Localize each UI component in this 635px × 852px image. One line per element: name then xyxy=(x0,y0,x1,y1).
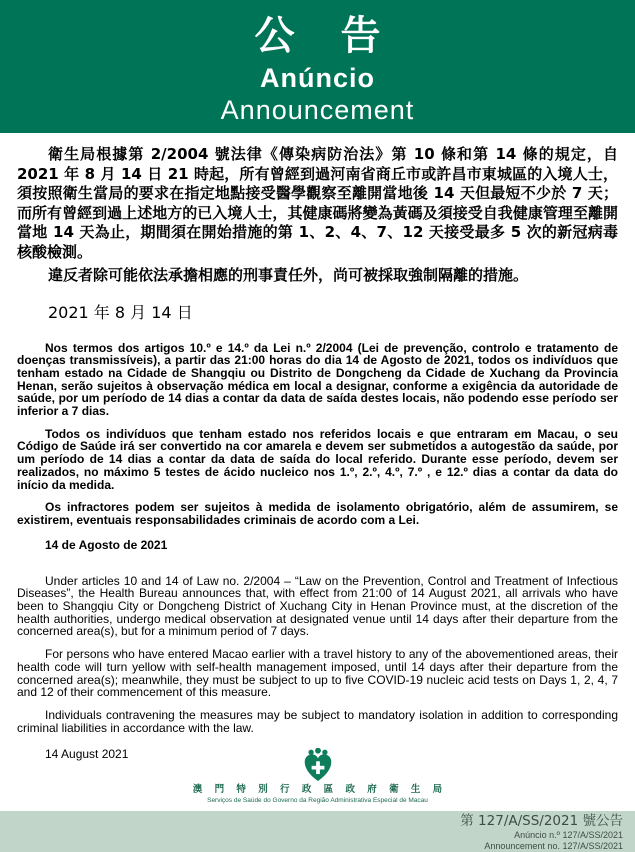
title-portuguese: Anúncio xyxy=(260,63,375,93)
announcement-number-portuguese: Anúncio n.º 127/A/SS/2021 xyxy=(514,830,623,840)
announcement-number-chinese: 第 127/A/SS/2021 號公告 xyxy=(460,813,623,829)
english-paragraph-2: For persons who have entered Macao earlier with a travel history to any of the abovementioned areas, their health code will turn yellow with self-health management imposed, until 14 days after their departure from the concerned area(s); meanwhile, they must be subject to up to five COVID-19 nucleic acid tests on Days 1, 2, 4, 7 and 12 of their commencement of this measure. xyxy=(17,647,618,700)
document-body xyxy=(0,133,635,761)
english-paragraph-3: Individuals contravening the measures may be subject to mandatory isolation in addition to corresponding criminal liabilities in accordance with the law. xyxy=(17,707,618,735)
portuguese-paragraph-2: Todos os indivíduos que tenham estado nos referidos locais e que entraram em Macau, o seu Código de Saúde irá ser convertido na cor amarela e devem ser submetidos a autogestão da saúde, por um período de 14 dias a contar da data de saída do local referido. Durante esse período, devem ser realizados, no máximo 5 testes de ácido nucleico nos 1.º, 2.º, 4.º, 7.º , e 12.º dias a contar da data do início da medida. xyxy=(17,426,618,492)
footer-organization xyxy=(0,748,635,805)
section-chinese xyxy=(17,145,618,323)
portuguese-date: 14 de Agosto de 2021 xyxy=(45,537,168,552)
english-paragraph-1: Under articles 10 and 14 of Law no. 2/2004 – “Law on the Prevention, Control and Treatment of Infectious Diseases”, the Health Bureau announces that, with effect from 21:00 of 14 August 2021, all arrivals who have been to Shangqiu City or Dongcheng District of Xuchang City in Henan Province must, at the discretion of the health authorities, undergo medical observation at designated venue until 14 days after their departure from the concerned area(s), but for a minimum period of 7 days. xyxy=(17,573,618,639)
portuguese-paragraph-3: Os infractores podem ser sujeitos à medida de isolamento obrigatório, além de assumirem, se existirem, eventuais responsabilidades criminais de acordo com a Lei. xyxy=(17,500,618,527)
title-chinese: 公 告 xyxy=(254,13,381,59)
chinese-date: 2021 年 8 月 14 日 xyxy=(48,302,193,322)
announcement-number-english: Announcement no. 127/A/SS/2021 xyxy=(484,840,623,851)
title-english: Announcement xyxy=(220,95,415,125)
bureau-name-chinese: 澳 門 特 別 行 政 區 政 府 衛 生 局 xyxy=(192,784,447,795)
health-bureau-heart-cross-icon xyxy=(302,748,334,782)
chinese-paragraph-1: 衛生局根據第 2/2004 號法律《傳染病防治法》第 10 條和第 14 條的規定，自 2021 年 8 月 14 日 21 時起，所有曾經到過河南省商丘市或許昌市東城區的入境人士，須按照衛生當局的要求在指定地點接受醫學觀察至離開當地後 14 天但最短不少於 7 天；而所有曾經到過上述地方的已入境人士，其健康碼將變為黃碼及須接受自我健康管理至離開當地 14 天為止，期間須在開始措施的第 1、2、4、7、12 天接受最多 5 次的新冠病毒核酸檢測。 xyxy=(17,145,618,261)
header-banner xyxy=(0,0,635,133)
section-portuguese xyxy=(17,342,618,552)
portuguese-paragraph-1: Nos termos dos artigos 10.º e 14.º da Lei n.º 2/2004 (Lei de prevenção, controlo e tratamento de doenças transmissíveis), a partir das 21:00 horas do dia 14 de Agosto de 2021, todos os indivíduos que tenham estado na Cidade de Shangqiu ou Distrito de Dongcheng da Cidade de Xuchang da Provincia Henan, serão sujeitos à observação médica em local a designar, conforme a exigência da autoridade de saúde, por um período de 14 dias a contar da data de saída destes locais, não podendo esse período ser inferior a 7 dias. xyxy=(17,340,618,419)
reference-bar xyxy=(0,811,635,852)
section-english xyxy=(17,575,618,762)
chinese-paragraph-2: 違反者除可能依法承擔相應的刑事責任外，尚可被採取強制隔離的措施。 xyxy=(48,266,529,284)
english-date: 14 August 2021 xyxy=(45,747,129,762)
bureau-name-portuguese: Serviços de Saúde do Governo da Região Administrativa Especial de Macau xyxy=(207,797,428,804)
